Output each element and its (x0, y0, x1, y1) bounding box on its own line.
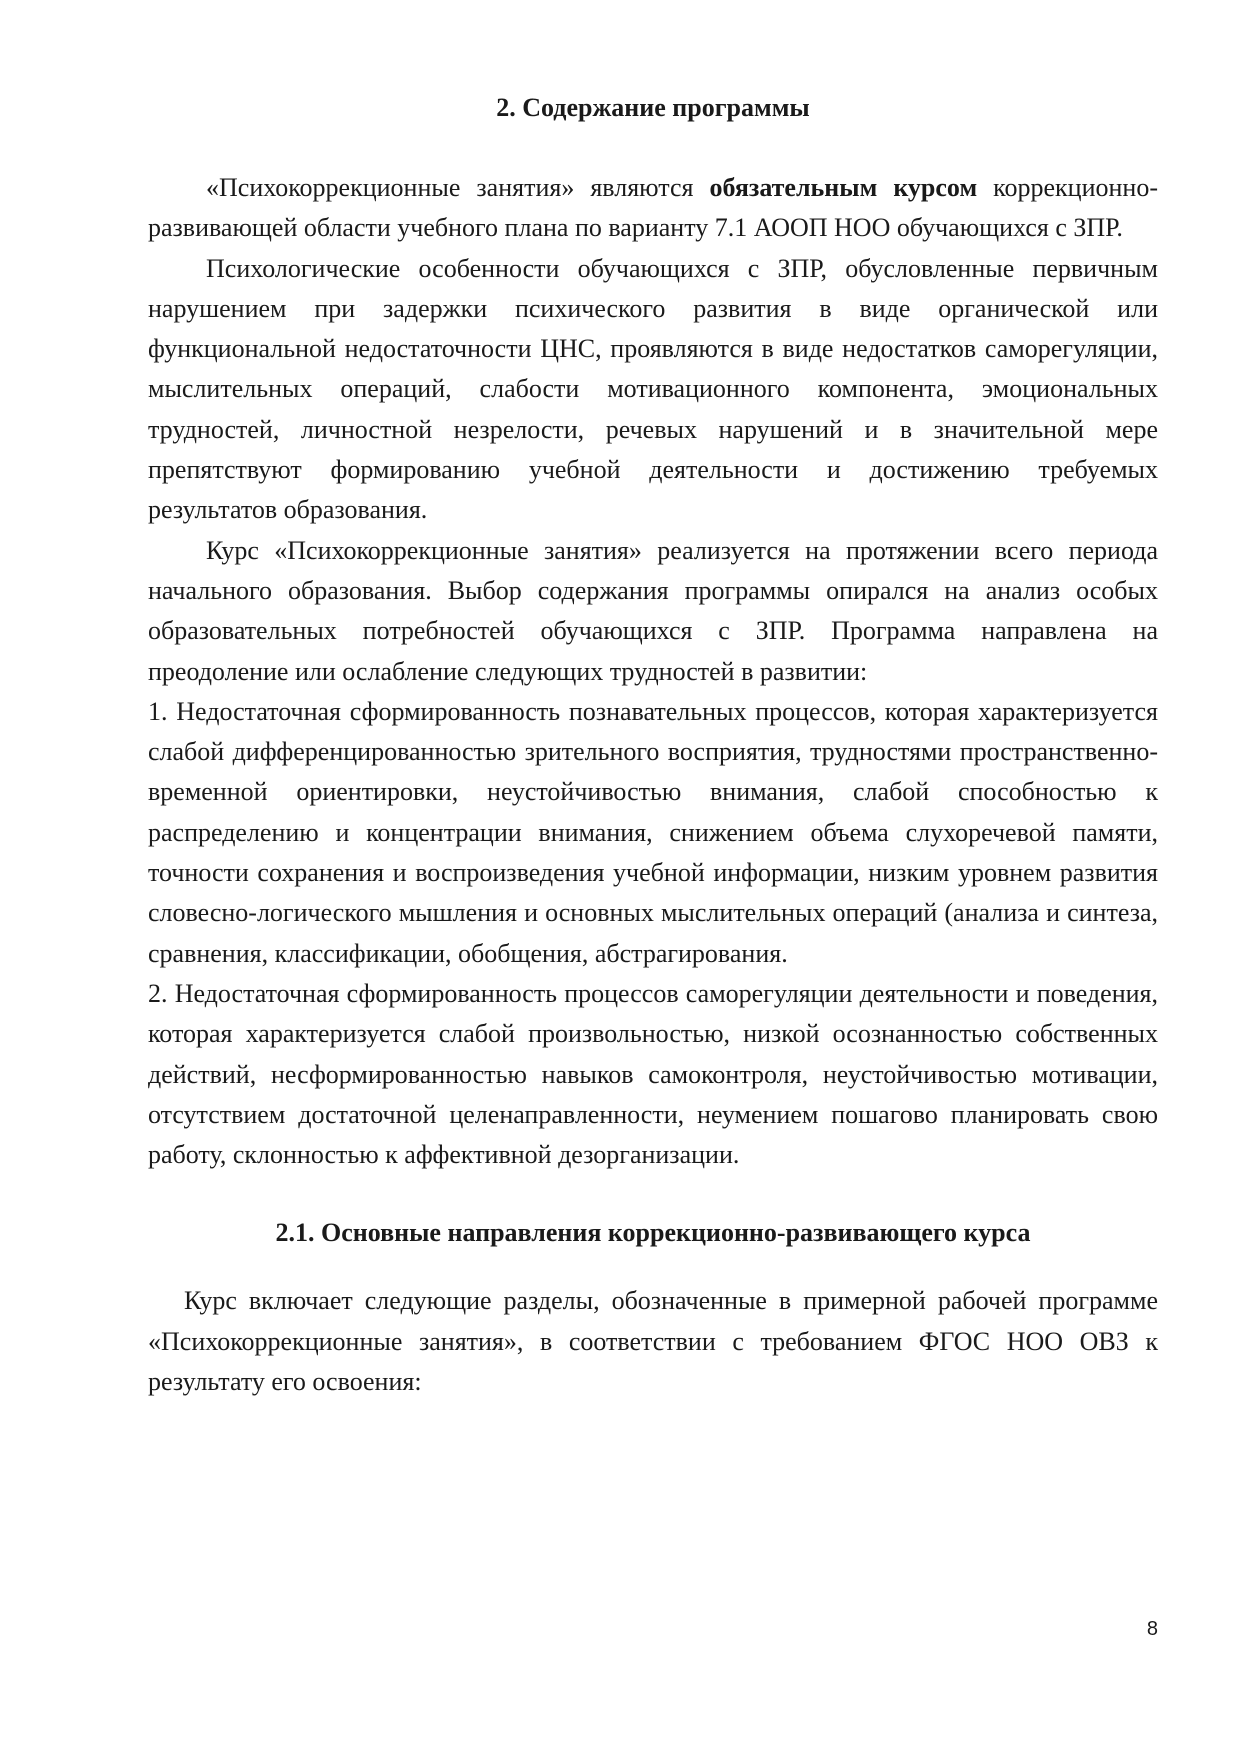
subsection-heading: 2.1. Основные направления коррекционно-развивающего курса (275, 1218, 1031, 1248)
section-heading: 2. Содержание программы (496, 93, 810, 122)
list-item-2: 2. Недостаточная сформированность процессов саморегуляции деятельности и поведения, которая характеризуется слабой произвольностью, низкой осознанностью собственных действий, несформированностью навыков самоконтроля, неустойчивостью мотивации, отсутствием достаточной целенаправленности, неумением пошагово планировать свою работу, склонностью к аффективной дезорганизации. (148, 978, 1158, 1170)
paragraph-features: Психологические особенности обучающихся с ЗПР, обусловленные первичным нарушением при задержки психического развития в виде органической или функциональной недостаточности ЦНС, проявляются в виде недостатков саморегуляции, мыслительных операций, слабости мотивационного компонента, эмоциональных трудностей, личностной незрелости, речевых нарушений и в значительной мере препятствуют формированию учебной деятельности и достижению требуемых результатов образования. (148, 253, 1158, 525)
paragraph-intro (148, 168, 1158, 249)
list-item-1: 1. Недостаточная сформированность познавательных процессов, которая характеризуется слабой дифференцированностью зрительного восприятия, трудностями пространственно-временной ориентировки, неустойчивостью внимания, слабой способностью к распределению и концентрации внимания, снижением объема слухоречевой памяти, точности сохранения и воспроизведения учебной информации, низким уровнем развития словесно-логического мышления и основных мыслительных операций (анализа и синтеза, сравнения, классификации, обобщения, абстрагирования. (148, 696, 1158, 968)
paragraph-sections: Курс включает следующие разделы, обозначенные в примерной рабочей программе «Психокоррекционные занятия», в соответствии с требованием ФГОС НОО ОВЗ к результату его освоения: (148, 1286, 1158, 1397)
paragraph-intro-start: «Психокоррекционные занятия» являются (206, 173, 710, 202)
paragraph-course: Курс «Психокоррекционные занятия» реализуется на протяжении всего периода начального образования. Выбор содержания программы опирался на анализ особых образовательных потребностей обучающихся с ЗПР. Программа направлена на преодоление или ослабление следующих трудностей в развитии: (148, 535, 1158, 686)
page-number: 8 (1146, 1618, 1158, 1640)
paragraph-intro-end: коррекционно-развивающей области учебного плана по варианту 7.1 АООП НОО обучающихся с ЗПР. (148, 173, 1158, 243)
paragraph-intro-bold: обязательным курсом (709, 173, 978, 202)
document-page (148, 88, 1158, 1402)
